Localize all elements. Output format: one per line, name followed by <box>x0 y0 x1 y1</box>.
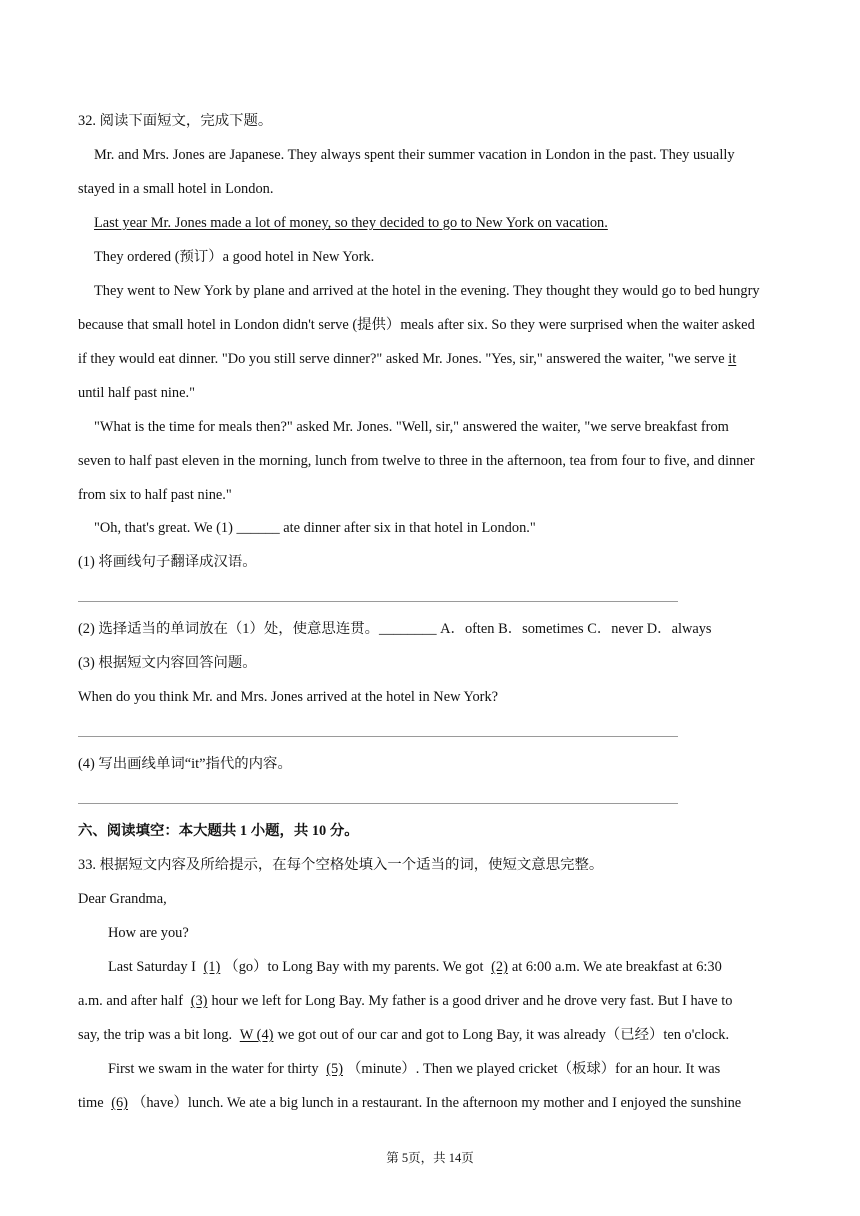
blank-2[interactable]: (2) <box>491 959 508 975</box>
q32-para1-line2: stayed in a small hotel in London. <box>78 181 274 197</box>
line2-text-c: （go）to Long Bay with my parents. We got <box>224 959 488 975</box>
line6-text-a: time <box>78 1095 108 1111</box>
line5-text-c: （minute）. Then we played cricket（板球）for an hour. It was <box>347 1061 721 1077</box>
letter-line2 <box>108 958 788 976</box>
answer-line-4[interactable] <box>78 803 678 804</box>
blank-4[interactable]: W (4) <box>239 1027 274 1043</box>
q32-sub1: (1) 将画线句子翻译成汉语。 <box>78 554 257 570</box>
para4-line3-text: if they would eat dinner. "Do you still serve dinner?" asked Mr. Jones. "Yes, sir," answered the waiter, "we serve <box>78 351 729 367</box>
letter-greeting: Dear Grandma, <box>78 891 167 907</box>
line5-text-a: First we swam in the water for thirty <box>108 1061 323 1077</box>
line6-text-c: （have）lunch. We ate a big lunch in a restaurant. In the afternoon my mother and I enjoyed the sunshine <box>131 1095 742 1111</box>
q32-para4-line3 <box>78 350 788 368</box>
line2-text-a: Last Saturday I <box>108 959 200 975</box>
line3-text-c: hour we left for Long Bay. My father is a good driver and he drove very fast. But I have to <box>211 993 733 1009</box>
q32-para4-line2: because that small hotel in London didn't serve (提供）meals after six. So they were surprised when the waiter asked <box>78 317 755 333</box>
line3-text-a: a.m. and after half <box>78 993 187 1009</box>
q32-title: 32. 阅读下面短文，完成下题。 <box>78 113 273 129</box>
q32-para4-line1: They went to New York by plane and arrived at the hotel in the evening. They thought they would go to bed hungry <box>94 283 760 299</box>
q32-para4-line4: until half past nine." <box>78 385 195 401</box>
q32-para3: They ordered (预订）a good hotel in New York. <box>94 249 375 265</box>
q32-underlined-sentence <box>94 214 788 232</box>
blank-6[interactable]: (6) <box>111 1095 128 1111</box>
page-footer: 第 5页，共 14页 <box>386 1151 474 1165</box>
letter-line6 <box>78 1094 788 1112</box>
q32-para5-line2: seven to half past eleven in the morning, lunch from twelve to three in the afternoon, tea from four to five, and dinner <box>78 453 755 469</box>
q32-sub2: (2) 选择适当的单词放在（1）处，使意思连贯。________ A．often B．sometimes C．never D．always <box>78 621 712 637</box>
section-heading: 六、阅读填空：本大题共 1 小题，共 10 分。 <box>78 823 359 839</box>
q33-title: 33. 根据短文内容及所给提示，在每个空格处填入一个适当的词，使短文意思完整。 <box>78 857 604 873</box>
letter-line4 <box>78 1026 788 1044</box>
answer-line-1[interactable] <box>78 601 678 602</box>
q32-sub3-question: When do you think Mr. and Mrs. Jones arrived at the hotel in New York? <box>78 689 499 705</box>
q32-sub3: (3) 根据短文内容回答问题。 <box>78 655 257 671</box>
q32-para1-line1: Mr. and Mrs. Jones are Japanese. They always spent their summer vacation in London in the past. They usually <box>94 147 735 163</box>
line2-text-d: at 6:00 a.m. We ate breakfast at 6:30 <box>511 959 722 975</box>
underlined-sentence-text: Last year Mr. Jones made a lot of money, so they decided to go to New York on vacation. <box>94 215 608 231</box>
underlined-word-it: it <box>728 351 737 367</box>
letter-line3 <box>78 992 788 1010</box>
answer-line-3[interactable] <box>78 736 678 737</box>
q32-para5-line3: from six to half past nine." <box>78 487 232 503</box>
blank-3[interactable]: (3) <box>190 993 208 1009</box>
blank-5[interactable]: (5) <box>326 1061 343 1077</box>
letter-line1: How are you? <box>108 925 189 941</box>
letter-line5 <box>108 1060 788 1078</box>
q32-sub4: (4) 写出画线单词“it”指代的内容。 <box>78 756 292 772</box>
blank-1[interactable]: (1) <box>203 959 221 975</box>
line4-text-a: say, the trip was a bit long. <box>78 1027 236 1043</box>
q32-para5-line1: "What is the time for meals then?" asked Mr. Jones. "Well, sir," answered the waiter, "we serve breakfast from <box>94 419 729 435</box>
q32-para6: "Oh, that's great. We (1) ______ ate dinner after six in that hotel in London." <box>94 520 536 536</box>
line4-text-c: we got out of our car and got to Long Bay, it was already（已经）ten o'clock. <box>277 1027 730 1043</box>
